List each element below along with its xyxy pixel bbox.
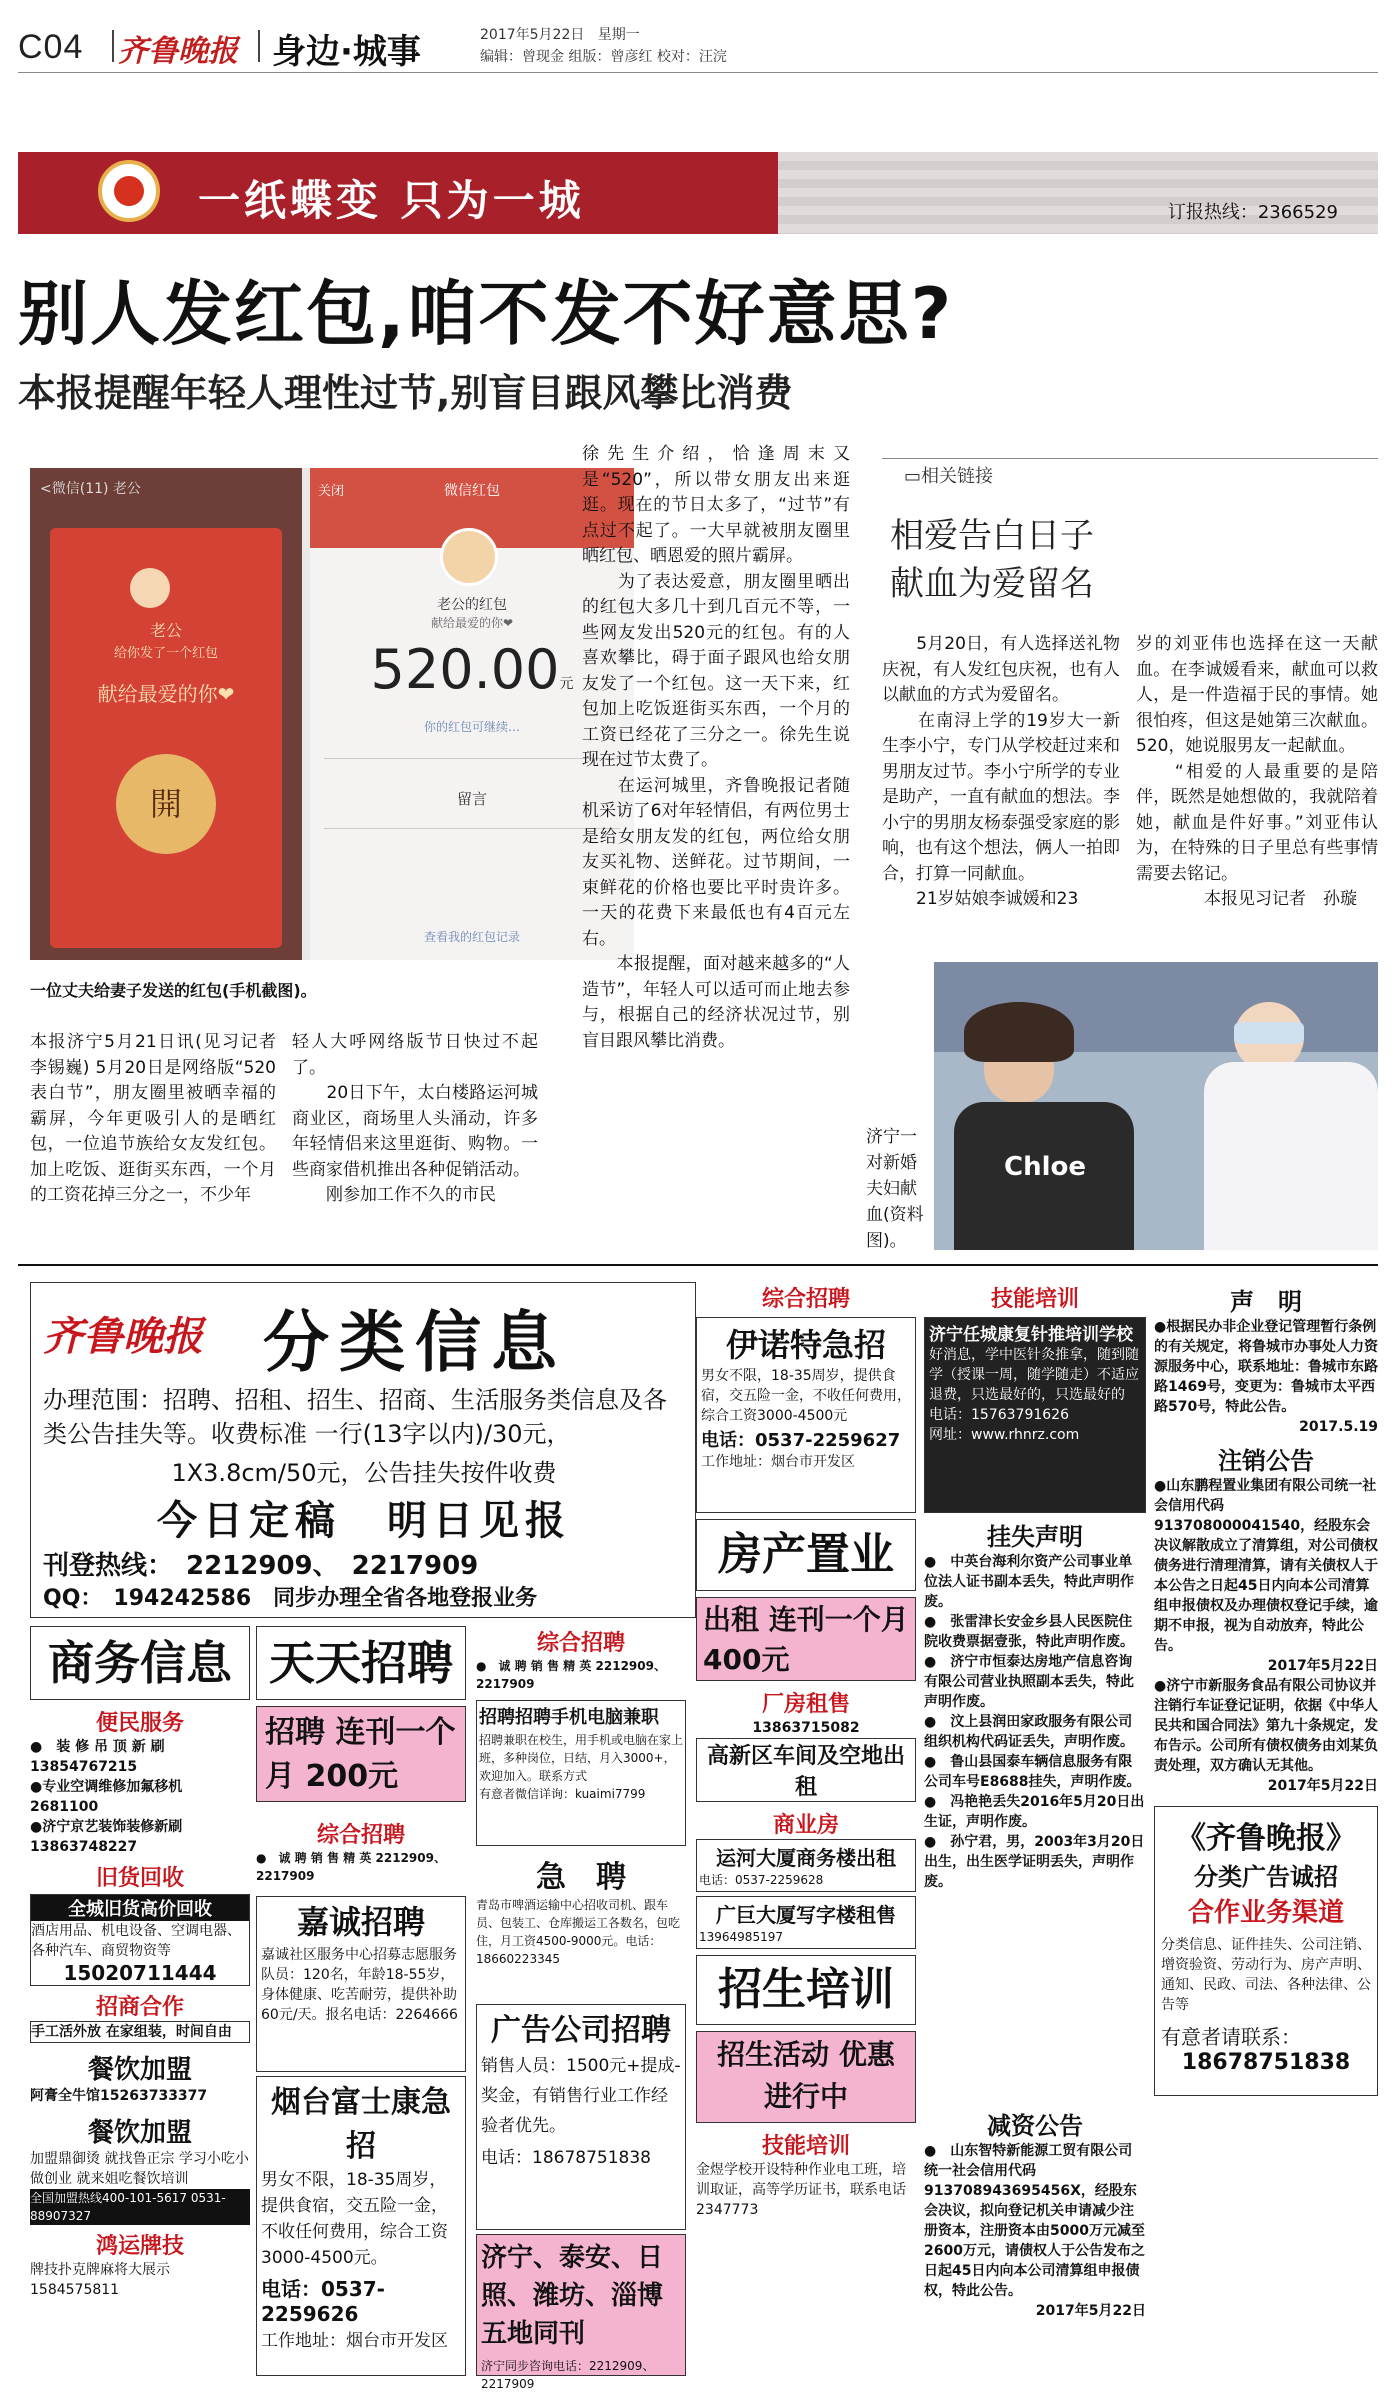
adcompany-body: 销售人员：1500元+提成-奖金，有销售行业工作经验者优先。 xyxy=(481,2056,681,2136)
photo-caption: 一位丈夫给妻子发送的红包(手机截图)。 xyxy=(30,981,317,1000)
enroll-promo-box: 招生活动 优惠进行中 xyxy=(696,2031,916,2123)
adcompany-title: 广告公司招聘 xyxy=(491,2013,671,2048)
adcompany-tel: 电话：18678751838 xyxy=(481,2148,651,2168)
parttime-body: 招聘兼职在校生，用手机或电脑在家上班，多种岗位，日结，月入3000+，欢迎加入。联系方式 xyxy=(479,1733,684,1783)
guangju-title: 广巨大厦写字楼租售 xyxy=(716,1903,896,1927)
foxconn-body: 男女不限，18-35周岁，提供食宿，交五险一金，不收任何费用，综合工资3000-4500元。 xyxy=(261,2170,448,2268)
packet-owner: 老公的红包 xyxy=(437,597,507,613)
related-column-b: 岁的刘亚伟也选择在这一天献血。在李诚媛看来，献血可以救人，是一件造福于民的事情。她很怕疼，但这是她第三次献血。520，她说服男友一起献血。 “相爱的人最重要的是陪伴，既然是她想做的，我就陪着她，献血是件好事。”刘亚伟认为，在特殊的日子里总有些事情需要去铭记。 本报见习记者 孙璇 xyxy=(1136,634,1378,909)
recycle-body: 酒店用品、机电设备、空调电器、各种汽车、商贸物资等 xyxy=(31,1923,241,1959)
category-catering: 餐饮加盟 xyxy=(87,2055,192,2085)
listing: ● 装 修 吊 顶 新 刷 13854767215 xyxy=(30,1739,165,1775)
section-title: 身边·城事 xyxy=(272,32,421,72)
close-label: 关闭 xyxy=(318,484,345,499)
section-separator xyxy=(18,1264,1378,1266)
amount-value: 520.00 xyxy=(370,638,560,701)
foxconn-addr: 工作地址：烟台市开发区 xyxy=(261,2331,448,2351)
cancel-notice-date-2: 2017年5月22日 xyxy=(1267,1778,1378,1794)
cancel-notice-body: ●山东鹏程置业集团有限公司统一社会信用代码913708000041540，经股东会决议解散成立了清算组，对公司债权债务进行清理清算，请有关债权人于本公告之日起45日内向本公司清算组申报债权及办理债权登记手续，逾期不申报，视为自动放弃，特此公告。 xyxy=(1154,1478,1378,1654)
editor-credits: 编辑：曾现金 组版：曾彦红 校对：汪浣 xyxy=(480,49,727,65)
daily-jobs-box xyxy=(256,1626,466,1700)
jobs-header-2 xyxy=(256,1818,466,1888)
packet-note: 你的红包可继续… xyxy=(423,720,520,734)
yinuo-addr: 工作地址：烟台市开发区 xyxy=(701,1454,855,1470)
factory-title: 高新区车间及空地出租 xyxy=(696,1738,916,1802)
weekday: 星期一 xyxy=(597,27,640,43)
category-used-goods: 旧货回收 xyxy=(95,1866,184,1891)
foxconn-title: 烟台富士康急招 xyxy=(271,2085,451,2164)
capital-cut-title: 减资公告 xyxy=(987,2112,1083,2140)
classified-slogan: 今日定稿 明日见报 xyxy=(157,1497,571,1544)
records-link: 查看我的红包记录 xyxy=(423,930,520,944)
parttime-ad xyxy=(476,1700,686,1846)
listing: ●专业空调维修加氟移机 2681100 xyxy=(30,1779,183,1815)
divider xyxy=(324,758,620,759)
classified-column-4 xyxy=(924,1282,1146,2382)
classified-column-5 xyxy=(1154,1282,1378,2382)
classified-brand: 齐鲁晚报 xyxy=(43,1313,203,1360)
urgent-title: 急 聘 xyxy=(536,1860,626,1895)
capital-cut-body: ● 山东智特新能源工贸有限公司统一社会信用代码913708943695456X，经股东会决议，拟向登记机关申请减少注册资本，注册资本由5000万元减至2600万元，请债权人于公告发布之日起45日内向本公司清算组申报债权，特此公告。 xyxy=(924,2143,1145,2299)
red-packet-message: 献给最爱的你❤ xyxy=(97,682,235,706)
skill-category: 技能培训 xyxy=(761,2134,850,2159)
classified-size: 1X3.8cm/50元，公告挂失按件收费 xyxy=(171,1459,557,1487)
final-ad-body: 分类信息、证件挂失、公司注销、增资验资、劳动行为、房产声明、通知、民政、司法、各种法律、公告等 xyxy=(1161,1937,1371,2013)
left-classified-list xyxy=(30,1706,250,2382)
classified-qq: QQ： 194242586 同步办理全省各地登报业务 xyxy=(43,1586,538,1611)
listing: ●济宁京艺装饰装修新刷 13863748227 xyxy=(30,1819,183,1855)
recycle-title: 全城旧货高价回收 xyxy=(31,1895,249,1921)
yinuo-title: 伊诺特急招 xyxy=(725,1326,886,1364)
packet-message: 献给最爱的你❤ xyxy=(430,616,514,630)
subscription-hotline: 订报热线：2366529 xyxy=(1167,202,1338,223)
yunhe-title: 运河大厦商务楼出租 xyxy=(716,1846,896,1870)
rent-price-box: 出租 连刊一个月 400元 xyxy=(696,1597,916,1681)
yinuo-body: 男女不限，18-35周岁，提供食宿，交五险一金，不收任何费用，综合工资3000-4500元 xyxy=(701,1368,911,1424)
classified-hotline: 刊登热线： 2212909、 2217909 xyxy=(43,1551,479,1581)
jiacheng-body: 嘉诚社区服务中心招募志愿服务队员：120名，年龄18-55岁，身体健康、吃苦耐劳，提供补助60元/天。报名电话：2264666 xyxy=(261,1947,458,2023)
blood-donation-photo xyxy=(934,962,1378,1250)
adcompany-ad xyxy=(476,2004,686,2230)
brand-logo-icon xyxy=(98,160,160,222)
business-info-title: 商务信息 xyxy=(48,1636,232,1690)
issue-date: 2017年5月22日 xyxy=(480,27,585,43)
category-investment: 招商合作 xyxy=(95,1995,184,2020)
parttime-tel: 有意者微信详询：kuaimi7799 xyxy=(479,1787,646,1801)
avatar xyxy=(440,528,498,586)
header-meta xyxy=(480,24,727,68)
cancel-notice-date: 2017年5月22日 xyxy=(1267,1658,1378,1674)
related-column-a: 5月20日，有人选择送礼物庆祝，有人发红包庆祝，也有人以献血的方式为爱留名。 在南浔上学的19岁大一新生李小宁，专门从学校赶过来和男朋友过节。李小宁所学的专业是助产，一直有献血的想法。李小宁的男朋友杨泰强受家庭的影响，也有这个想法，俩人一拍即合，打算一同献血。 21岁姑娘李诚媛和23 xyxy=(882,634,1120,909)
listing-tel: 全国加盟热线400-101-5617 0531-88907327 xyxy=(30,2189,250,2225)
education-title: 招生培训 xyxy=(696,1955,916,2025)
header-divider xyxy=(258,30,260,62)
parttime-title: 招聘招聘手机电脑兼职 xyxy=(479,1707,659,1728)
final-ad-contact: 有意者请联系： xyxy=(1161,2025,1301,2049)
listing: 阿膏全牛馆15263733377 xyxy=(30,2088,208,2104)
five-cities-ad xyxy=(476,2234,686,2391)
final-ad-highlight: 合作业务渠道 xyxy=(1187,1898,1344,1928)
cancel-notice-body-2: ●济宁市新服务食品有限公司协议并注销行车证登记证明，依据《中华人民共和国合同法》第九十条规定，发布告示。公司所有债权债务由刘某负责处理，双方确认无其他。 xyxy=(1154,1678,1378,1774)
related-divider xyxy=(882,458,1378,459)
foxconn-tel: 电话：0537-2259626 xyxy=(261,2277,385,2326)
daily-jobs-title: 天天招聘 xyxy=(269,1636,453,1690)
related-tag-label: 相关链接 xyxy=(921,466,994,487)
statement-title: 声 明 xyxy=(1230,1288,1302,1316)
blood-photo-caption: 济宁一对新婚夫妇献血(资料图)。 xyxy=(866,1127,924,1251)
capital-cut-date: 2017年5月22日 xyxy=(1035,2303,1146,2319)
category-catering-2: 餐饮加盟 xyxy=(87,2118,192,2148)
page-number: C04 xyxy=(18,28,84,66)
urgent-ad xyxy=(476,1852,686,2002)
open-button: 開 xyxy=(116,754,216,854)
cancel-notice-title: 注销公告 xyxy=(1218,1447,1314,1475)
skill-school-url: 网址：www.rhnrz.com xyxy=(929,1427,1080,1443)
statement-body: ●根据民办非企业登记管理暂行条例的有关规定，将鲁城市办事处人力资源服务中心，联系地址：鲁城市东路路1469号，变更为：鲁城市太平西路570号，特此公告。 xyxy=(1154,1319,1378,1415)
avatar xyxy=(130,568,170,608)
jiacheng-title: 嘉诚招聘 xyxy=(296,1903,425,1941)
skill-school-title: 济宁任城康复针推培训学校 xyxy=(929,1325,1133,1345)
banner-slogan: 一纸蝶变 只为一城 xyxy=(198,176,585,225)
classified-scope: 办理范围：招聘、招租、招生、招商、生活服务类信息及各类公告挂失等。收费标准 一行(13字以内)/30元， xyxy=(43,1386,667,1448)
newspaper-logo: 齐鲁晚报 xyxy=(118,34,238,69)
classified-column-3 xyxy=(696,1282,916,2382)
business-info-box xyxy=(30,1626,250,1700)
article-subhead: 本报提醒年轻人理性过节,别盲目跟风攀比消费 xyxy=(18,371,793,415)
commercial-category: 商业房 xyxy=(772,1813,839,1838)
guangju-tel: 13964985197 xyxy=(699,1930,783,1944)
factory-category: 厂房租售 xyxy=(761,1692,850,1717)
final-ad-sub: 分类广告诚招 xyxy=(1194,1863,1338,1891)
red-packet-screenshot xyxy=(30,468,634,960)
final-ad-tel: 18678751838 xyxy=(1181,2050,1351,2075)
skill-body: 金煜学校开设特种作业电工班，培训取证，高等学历证书，联系电话2347773 xyxy=(696,2162,906,2218)
jiacheng-ad xyxy=(256,1896,466,2072)
detail-title: 微信红包 xyxy=(444,483,500,499)
yunhe-tel: 电话：0537-2259628 xyxy=(699,1873,824,1887)
category-cards: 鸿运牌技 xyxy=(95,2234,184,2259)
urgent-body: 青岛市啤酒运输中心招收司机、跟车员、包装工、仓库搬运工各数名，包吃住，月工资4500-9000元。电话：18660223345 xyxy=(476,1898,681,1966)
final-ad-title: 《齐鲁晚报》 xyxy=(1176,1821,1356,1856)
jobs-price-box: 招聘 连刊一个月 200元 xyxy=(256,1706,466,1802)
article-headline: 别人发红包,咱不发不好意思? xyxy=(18,273,954,355)
related-title-2: 献血为爱留名 xyxy=(890,564,1094,604)
divider xyxy=(324,828,620,829)
red-packet-envelope xyxy=(30,468,302,960)
jobs-category: 综合招聘 xyxy=(536,1631,625,1656)
jobs-header-1 xyxy=(476,1626,686,1696)
header-divider xyxy=(112,30,114,62)
amount-unit: 元 xyxy=(559,676,574,692)
skill-category: 技能培训 xyxy=(990,1287,1079,1312)
promo-banner xyxy=(18,152,1378,234)
factory-tel: 13863715082 xyxy=(752,1720,860,1736)
shirt-text: Chloe xyxy=(1004,1152,1086,1182)
classified-header xyxy=(30,1282,696,1618)
sender-sub: 给你发了一个红包 xyxy=(113,646,218,661)
five-cities-tel: 济宁同步咨询电话：2212909、2217909 xyxy=(481,2359,655,2391)
jobs-block-1 xyxy=(256,1706,466,1834)
related-title xyxy=(890,512,1094,608)
listing: 牌技扑克牌麻将大展示 1584575811 xyxy=(30,2262,170,2298)
article-column-1: 本报济宁5月21日讯(见习记者 李锡巍) 5月20日是网络版“520表白节”，朋友圈里被晒幸福的霸屏，今年更吸引人的是晒红包，一位追节族给女友发红包。加上吃饭、逛街买东西，一个月的工资花掉三分之一，不少年 xyxy=(30,1032,276,1205)
skill-school-body: 好消息，学中医针灸推拿，随到随学（授课一周，随学随走）不适应退费，只选最好的，只选最好的 xyxy=(929,1347,1139,1403)
chat-topbar: <微信(11) 老公 xyxy=(40,481,141,497)
jobs-category: 综合招聘 xyxy=(316,1823,405,1848)
classified-title: 分类信息 xyxy=(263,1303,567,1381)
header-rule xyxy=(18,72,1378,73)
listing: 手工活外放 在家组装，时间自由 xyxy=(30,2021,250,2043)
yinuo-tel: 电话：0537-2259627 xyxy=(701,1430,901,1451)
article-column-2: 轻人大呼网络版节日快过不起了。 20日下午，太白楼路运河城商业区，商场里人头涌动，许多年轻情侣来这里逛街、购物。一些商家借机推出各种促销活动。 刚参加工作不久的市民 xyxy=(292,1032,538,1205)
real-estate-title: 房产置业 xyxy=(696,1519,916,1591)
foxconn-ad xyxy=(256,2076,466,2376)
jobs-sub: ● 诚 聘 销 售 精 英 2212909、2217909 xyxy=(476,1659,666,1691)
reply-label: 留言 xyxy=(456,790,487,808)
jobs-sub: ● 诚 聘 销 售 精 英 2212909、2217909 xyxy=(256,1851,446,1883)
jobs-category: 综合招聘 xyxy=(761,1287,850,1312)
five-cities-title: 济宁、泰安、日照、潍坊、淄博五地同刊 xyxy=(481,2243,664,2349)
recycle-tel: 15020711444 xyxy=(63,1961,217,1985)
related-tag: ▭相关链接 xyxy=(904,466,994,487)
listing: 加盟鼎御烫 就找鲁正宗 学习小吃小做创业 就来姐吃餐饮培训 xyxy=(30,2151,249,2187)
related-title-1: 相爱告白日子 xyxy=(890,516,1094,556)
category-convenience: 便民服务 xyxy=(95,1711,184,1736)
lost-notice-body: ● 中英台海利尔资产公司事业单位法人证书副本丢失，特此声明作废。 ● 张雷津长安金乡县人民医院住院收费票据壹张，特此声明作废。 ● 济宁市恒泰达房地产信息咨询有限公司营业执照副本丢失，特此声明作废。 ● 汶上县润田家政服务有限公司组织机构代码证丢失，声明作废。 ● 鲁山县国泰车辆信息服务有限公司车号E8688挂失，声明作废。 ● 冯艳艳丢失2016年5月20日出生证，声明作废。 ● 孙宁君，男，2003年3月20日出生，出生医学证明丢失，声明作废。 xyxy=(924,1554,1145,1890)
skill-school-tel: 电话：15763791626 xyxy=(929,1407,1069,1423)
lost-notice-title: 挂失声明 xyxy=(987,1523,1083,1551)
statement-date: 2017.5.19 xyxy=(1299,1419,1378,1435)
sender-name: 老公 xyxy=(149,621,182,640)
article-column-3: 徐先生介绍，恰逢周末又是“520”，所以带女朋友出来逛逛。现在的节日太多了，“过节”有点过不起了。一大早就被朋友圈里晒红包、晒恩爱的照片霸屏。 为了表达爱意，朋友圈里晒出的红包大多几十到几百元不等，一些网友发出520元的红包。有的人喜欢攀比，碍于面子跟风也给女朋友发了一个红包。这一天下来，红包加上吃饭逛街买东西，一个月的工资已经花了三分之一。徐先生说现在过节太费了。 在运河城里，齐鲁晚报记者随机采访了6对年轻情侣，有两位男士是给女朋友发的红包，两位给女朋友买礼物、送鲜花。过节期间，一束鲜花的价格也要比平时贵许多。一天的花费下来最低也有4百元左右。 本报提醒，面对越来越多的“人造节”，年轻人可以适可而止地去参与，根据自己的经济状况过节，别盲目跟风攀比消费。 xyxy=(582,444,850,1051)
